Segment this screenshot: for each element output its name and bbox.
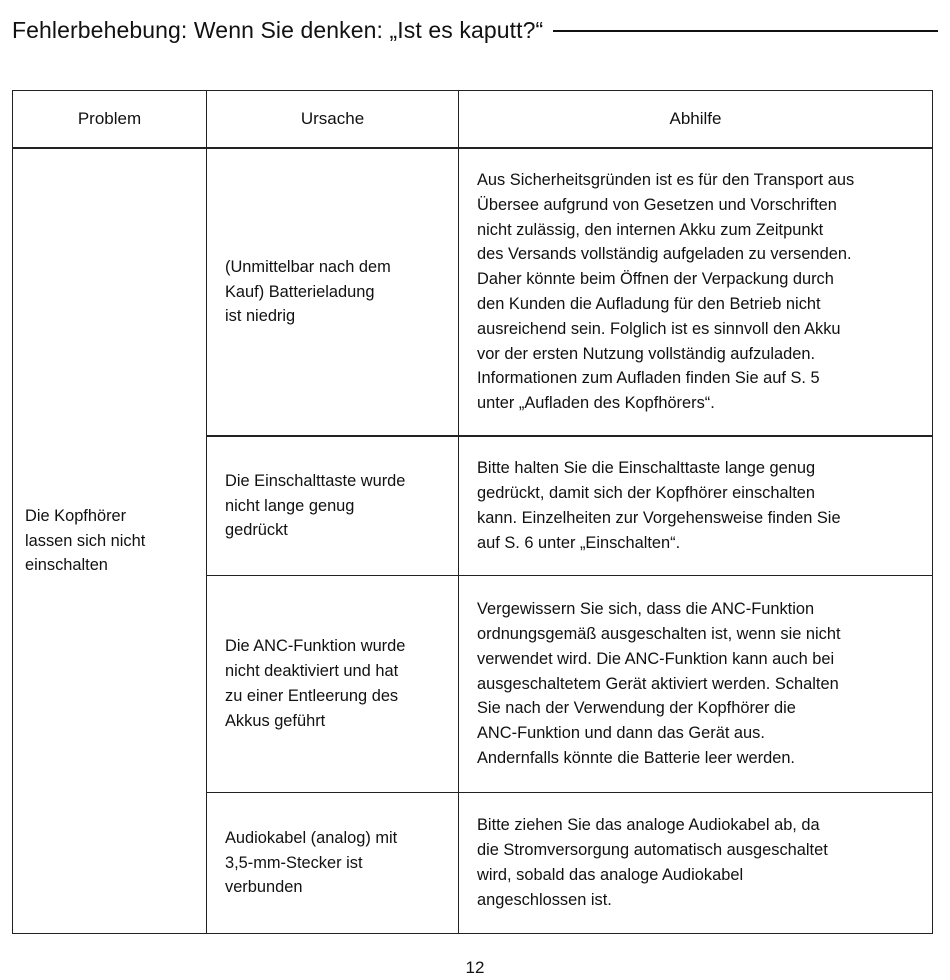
column-header-remedy: Abhilfe: [459, 91, 933, 149]
remedy-cell: Bitte halten Sie die Einschalttaste lange genug gedrückt, damit sich der Kopfhörer einschalten kann. Einzelheiten zur Vorgehensweise finden Sie auf S. 6 unter „Einschalten“.: [459, 436, 933, 576]
cause-cell: Die ANC-Funktion wurde nicht deaktiviert und hat zu einer Entleerung des Akkus geführt: [207, 576, 459, 793]
table-row: [13, 148, 933, 436]
remedy-cell: Aus Sicherheitsgründen ist es für den Transport aus Übersee aufgrund von Gesetzen und Vorschriften nicht zulässig, den internen Akku zum Zeitpunkt des Versands vollständig aufgeladen zu versenden. Daher könnte beim Öffnen der Verpackung durch den Kunden die Aufladung für den Betrieb nicht ausreichend sein. Folglich ist es sinnvoll den Akku vor der ersten Nutzung vollständig aufzuladen. Informationen zum Aufladen finden Sie auf S. 5 unter „Aufladen des Kopfhörers“.: [459, 148, 933, 436]
cause-cell: (Unmittelbar nach dem Kauf) Batterieladung ist niedrig: [207, 148, 459, 436]
heading-rule: [553, 30, 938, 32]
page-heading: [12, 14, 938, 46]
troubleshooting-table: [12, 90, 933, 934]
remedy-cell: Bitte ziehen Sie das analoge Audiokabel ab, da die Stromversorgung automatisch ausgeschaltet wird, sobald das analoge Audiokabel angeschlossen ist.: [459, 793, 933, 934]
page-number: 12: [465, 958, 485, 977]
column-header-problem: Problem: [13, 91, 207, 149]
remedy-cell: Vergewissern Sie sich, dass die ANC-Funktion ordnungsgemäß ausgeschalten ist, wenn sie nicht verwendet wird. Die ANC-Funktion kann auch bei ausgeschaltetem Gerät aktiviert werden. Schalten Sie nach der Verwendung der Kopfhörer die ANC-Funktion und dann das Gerät aus. Andernfalls könnte die Batterie leer werden.: [459, 576, 933, 793]
cause-cell: Die Einschalttaste wurde nicht lange genug gedrückt: [207, 436, 459, 576]
cause-cell: Audiokabel (analog) mit 3,5-mm-Stecker ist verbunden: [207, 793, 459, 934]
problem-cell: Die Kopfhörer lassen sich nicht einschalten: [13, 148, 207, 934]
column-header-cause: Ursache: [207, 91, 459, 149]
page-title: Fehlerbehebung: Wenn Sie denken: „Ist es kaputt?“: [12, 16, 544, 43]
table-header-row: [13, 91, 933, 149]
